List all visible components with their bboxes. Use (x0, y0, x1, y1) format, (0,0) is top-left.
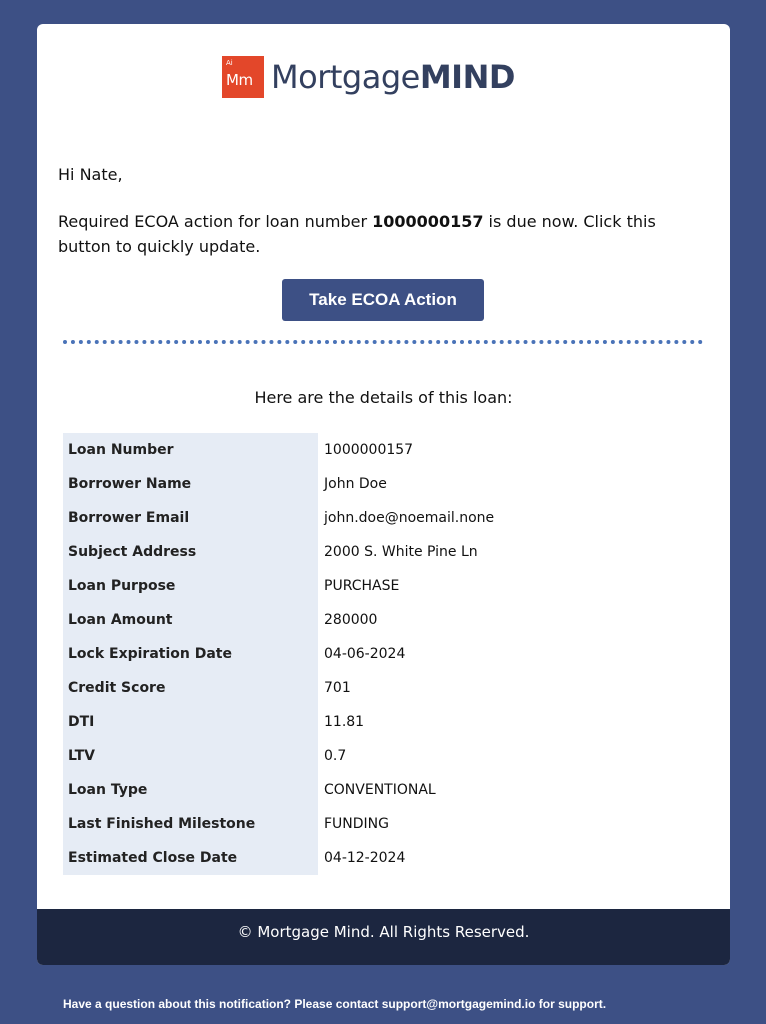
detail-value: FUNDING (324, 816, 390, 832)
detail-value: CONVENTIONAL (324, 782, 436, 798)
logo-badge-mm-text: Mm (226, 71, 253, 89)
detail-label: Estimated Close Date (63, 841, 318, 875)
table-row (63, 535, 703, 569)
brand-name-bold: MIND (419, 58, 515, 96)
table-row (63, 739, 703, 773)
loan-details-table (63, 433, 703, 875)
detail-value: john.doe@noemail.none (324, 510, 495, 526)
logo-badge-icon (222, 56, 264, 98)
detail-value: PURCHASE (324, 578, 400, 594)
table-row (63, 807, 703, 841)
action-message (58, 209, 708, 259)
detail-value: 1000000157 (324, 442, 414, 458)
detail-value: John Doe (324, 476, 387, 492)
detail-label: Loan Amount (63, 603, 318, 637)
table-row (63, 467, 703, 501)
brand-name-regular: Mortgage (271, 58, 420, 96)
table-row (63, 501, 703, 535)
detail-value: 11.81 (324, 714, 365, 730)
brand-logo (222, 56, 515, 98)
table-row (63, 603, 703, 637)
detail-value: 280000 (324, 612, 378, 628)
detail-value: 701 (324, 680, 351, 696)
detail-label: DTI (63, 705, 318, 739)
table-row (63, 637, 703, 671)
detail-value: 04-06-2024 (324, 646, 406, 662)
detail-label: Loan Number (63, 433, 318, 467)
table-row (63, 569, 703, 603)
brand-name (271, 56, 515, 98)
table-row (63, 433, 703, 467)
copyright-footer: © Mortgage Mind. All Rights Reserved. (37, 909, 730, 965)
detail-label: Last Finished Milestone (63, 807, 318, 841)
take-ecoa-action-button[interactable]: Take ECOA Action (282, 279, 484, 321)
message-text-before: Required ECOA action for loan number (58, 212, 373, 231)
table-row (63, 705, 703, 739)
email-card (37, 24, 730, 965)
detail-label: LTV (63, 739, 318, 773)
detail-value: 2000 S. White Pine Ln (324, 544, 478, 560)
detail-value: 0.7 (324, 748, 347, 764)
table-row (63, 671, 703, 705)
message-text-after: is due now. Click this button to quickly update. (58, 212, 656, 256)
detail-label: Subject Address (63, 535, 318, 569)
detail-label: Loan Purpose (63, 569, 318, 603)
detail-label: Borrower Name (63, 467, 318, 501)
detail-label: Lock Expiration Date (63, 637, 318, 671)
detail-value: 04-12-2024 (324, 850, 406, 866)
logo-badge-ai-text: Ai (226, 59, 233, 67)
detail-label: Loan Type (63, 773, 318, 807)
support-note: Have a question about this notification? Please contact support@mortgagemind.io for support. (63, 997, 607, 1011)
table-row (63, 773, 703, 807)
detail-label: Credit Score (63, 671, 318, 705)
detail-label: Borrower Email (63, 501, 318, 535)
details-heading: Here are the details of this loan: (254, 388, 513, 407)
dotted-divider (63, 340, 703, 344)
greeting: Hi Nate, (58, 165, 123, 184)
table-row (63, 841, 703, 875)
message-loan-number: 1000000157 (372, 212, 484, 231)
